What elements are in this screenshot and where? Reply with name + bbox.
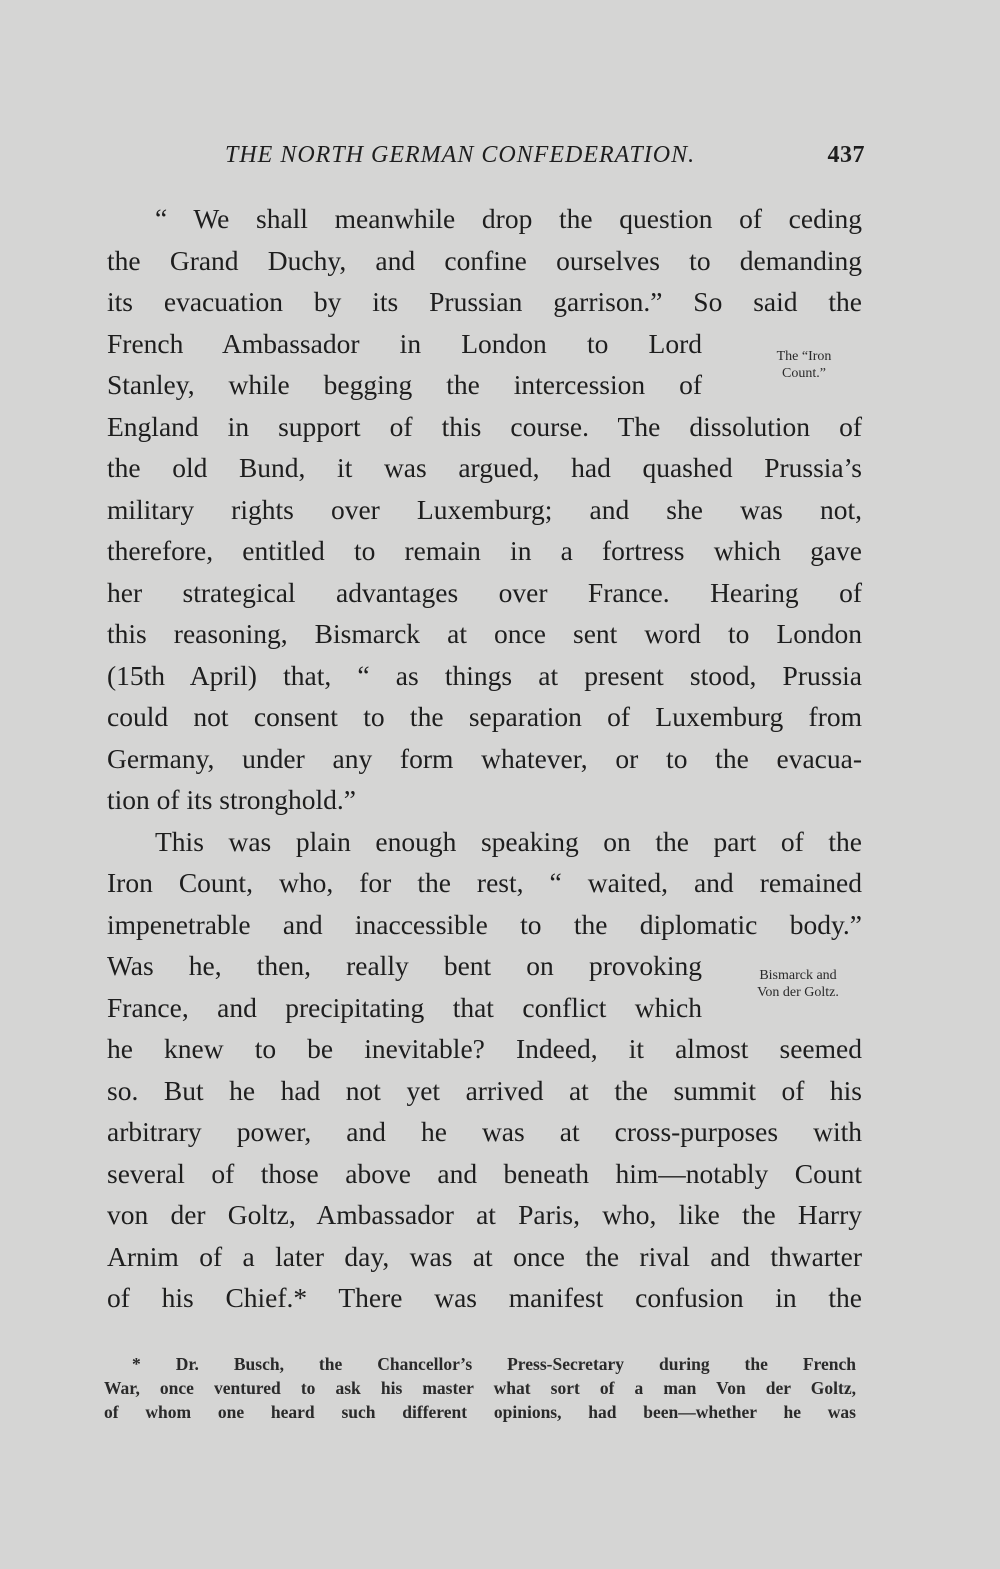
text-line: France, and precipitating that conflict which — [107, 991, 702, 1023]
text-line: the Grand Duchy, and confine ourselves to demanding — [107, 244, 862, 276]
text-line: its evacuation by its Prussian garrison.” So said the — [107, 286, 862, 317]
footnote — [104, 1352, 856, 1424]
footnote-line: War, once ventured to ask his master what sort of a man Von der Goltz, — [104, 1378, 856, 1398]
text-line: so. But he had not yet arrived at the summit of his — [107, 1074, 862, 1106]
margin-note-line: The “Iron — [776, 349, 832, 364]
text-line: Germany, under any form whatever, or to the evacua- — [107, 742, 862, 774]
running-header — [225, 142, 865, 178]
text-line: von der Goltz, Ambassador at Paris, who, like the Harry — [107, 1199, 862, 1230]
margin-note-line: Von der Goltz. — [757, 985, 839, 1000]
text-line: military rights over Luxemburg; and she was not, — [107, 493, 862, 525]
footnote-line: * Dr. Busch, the Chancellor’s Press-Secretary during the French — [132, 1354, 856, 1374]
text-line: “ We shall meanwhile drop the question of ceding — [155, 203, 862, 234]
text-line: French Ambassador in London to Lord — [107, 327, 702, 359]
paragraph — [107, 198, 862, 821]
margin-note-bismarck — [728, 967, 868, 1001]
text-line: tion of its stronghold.” — [107, 784, 357, 815]
text-line: (15th April) that, “ as things at present stood, Prussia — [107, 659, 862, 691]
text-line: arbitrary power, and he was at cross-purposes with — [107, 1116, 862, 1147]
text-line: Iron Count, who, for the rest, “ waited, and remained — [107, 867, 862, 898]
text-line: England in support of this course. The dissolution of — [107, 410, 862, 442]
text-line: could not consent to the separation of Luxemburg from — [107, 701, 862, 732]
text-line: this reasoning, Bismarck at once sent word to London — [107, 618, 862, 649]
margin-note-line: Count.” — [782, 366, 826, 381]
text-line: several of those above and beneath him—notably Count — [107, 1157, 862, 1189]
running-title: THE NORTH GERMAN CONFEDERATION. — [225, 142, 696, 168]
text-line: her strategical advantages over France. Hearing of — [107, 576, 862, 608]
text-line: of his Chief.* There was manifest confusion in the — [107, 1282, 862, 1313]
margin-note-line: Bismarck and — [759, 968, 837, 983]
margin-note-iron-count — [745, 348, 863, 382]
text-line: he knew to be inevitable? Indeed, it almost seemed — [107, 1033, 862, 1064]
text-line: therefore, entitled to remain in a fortress which gave — [107, 535, 862, 566]
text-line: This was plain enough speaking on the part of the — [155, 825, 862, 857]
text-line: Stanley, while begging the intercession of — [107, 369, 702, 400]
text-line: Arnim of a later day, was at once the rival and thwarter — [107, 1240, 862, 1272]
text-line: impenetrable and inaccessible to the diplomatic body.” — [107, 908, 862, 940]
text-line: the old Bund, it was argued, had quashed Prussia’s — [107, 452, 862, 483]
page-number: 437 — [827, 142, 865, 168]
footnote-line: of whom one heard such different opinions, had been—whether he was — [104, 1402, 856, 1422]
paragraph — [107, 821, 862, 1319]
text-line: Was he, then, really bent on provoking — [107, 950, 702, 981]
